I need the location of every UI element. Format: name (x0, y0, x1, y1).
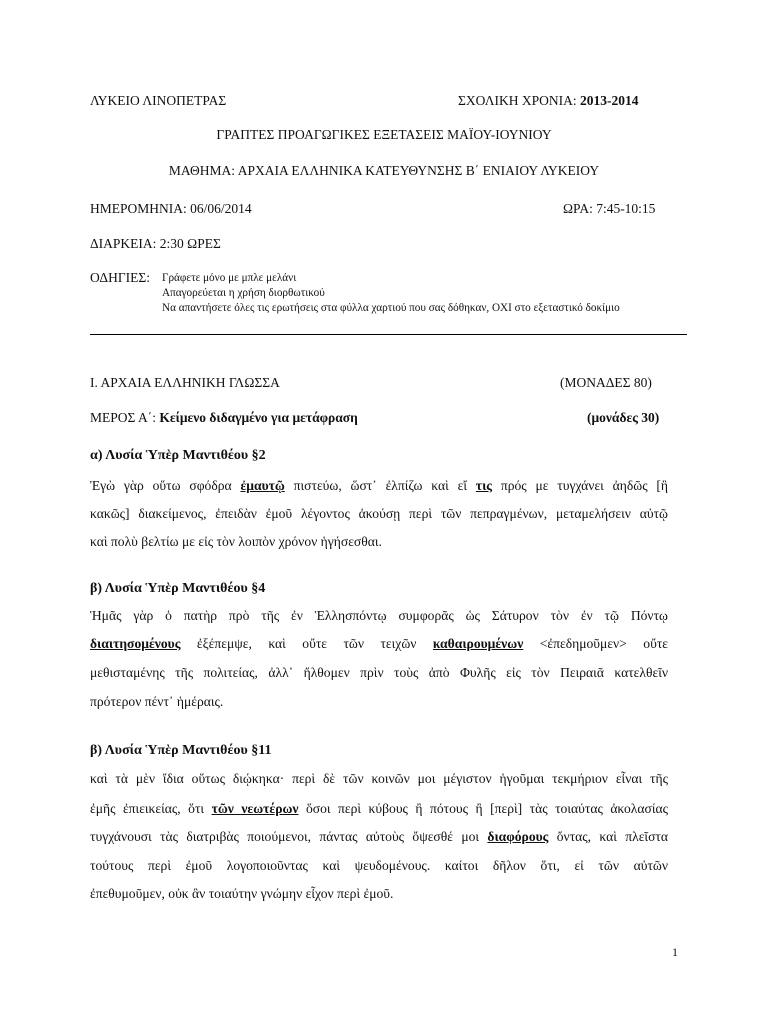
underlined-word: τις (475, 478, 493, 493)
passage-c-line: τούτους περὶ ἐμοῦ λογοποιοῦντας καὶ ψευδομένους. καίτοι δῆλον ὅτι, εἰ τῶν αὐτῶν (90, 858, 668, 873)
school-year-value: 2013-2014 (580, 93, 639, 108)
underlined-word: ἐμαυτῷ (240, 478, 285, 493)
passage-c-line: ἐπεθυμοῦμεν, οὐκ ἂν τοιαύτην γνώμην εἶχον περὶ ἐμοῦ. (90, 886, 394, 901)
underlined-word: τῶν νεωτέρων (211, 801, 299, 816)
subject-line: ΜΑΘΗΜΑ: ΑΡΧΑΙΑ ΕΛΛΗΝΙΚΑ ΚΑΤΕΥΘΥΝΣΗΣ Β΄ ΕΝΙΑΙΟΥ ΛΥΚΕΙΟΥ (168, 163, 600, 178)
instruction-item: Απαγορεύεται η χρήση διορθωτικού (162, 287, 325, 299)
passage-c-line: ἐμῆς ἐπιεικείας, ὅτι τῶν νεωτέρων ὅσοι περὶ κύβους ἢ πότους ἢ [περὶ] τὰς τοιαύτας ἀκολασίας (90, 801, 668, 816)
passage-b-line: πρότερον πέντ᾽ ἡμέραις. (90, 694, 224, 709)
underlined-word: καθαιρουμένων (432, 636, 524, 651)
part-a-heading (90, 410, 358, 426)
header-divider (90, 334, 687, 335)
passage-c-line: τυγχάνουσι τὰς διατριβὰς ποιούμενοι, πάντας αὐτοὺς ὄψεσθέ μοι διαφόρους ὄντας, καὶ πλεῖστα (90, 829, 668, 844)
exam-time: ΩΡΑ: 7:45-10:15 (563, 201, 656, 216)
part-a-marks: (μονάδες 30) (587, 410, 660, 425)
passage-c-line: καὶ τὰ μὲν ἴδια οὕτως διῴκηκα· περὶ δὲ τῶν κοινῶν μοι μέγιστον ἡγοῦμαι τεκμήριον εἶναι τῆς (90, 771, 668, 786)
section-title: Ι. ΑΡΧΑΙΑ ΕΛΛΗΝΙΚΗ ΓΛΩΣΣΑ (90, 375, 280, 390)
school-name: ΛΥΚΕΙΟ ΛΙΝΟΠΕΤΡΑΣ (90, 93, 227, 108)
exam-date: ΗΜΕΡΟΜΗΝΙΑ: 06/06/2014 (90, 201, 252, 216)
instruction-item: Να απαντήσετε όλες τις ερωτήσεις στα φύλλα χαρτιού που σας δόθηκαν, ΟΧΙ στο εξεταστικό δοκίμιο (162, 302, 620, 314)
page-number: 1 (672, 945, 678, 959)
part-a-label: ΜΕΡΟΣ Α΄: (90, 410, 156, 425)
passage-a-line: καὶ πολὺ βελτίω με εἰς τὸν λοιπὸν χρόνον ἡγήσεσθαι. (90, 534, 382, 549)
part-a-title: Κείμενο διδαγμένο για μετάφραση (159, 410, 358, 425)
instruction-item: Γράφετε μόνο με μπλε μελάνι (162, 272, 297, 284)
passage-a-line: Ἐγὼ γὰρ οὕτω σφόδρα ἐμαυτῷ πιστεύω, ὥστ᾽ ἐλπίζω καὶ εἴ τις πρός με τυγχάνει ἀηδῶς [ἢ (90, 478, 669, 493)
exam-duration: ΔΙΑΡΚΕΙΑ: 2:30 ΩΡΕΣ (90, 236, 221, 251)
school-year (458, 93, 639, 109)
section-marks: (ΜΟΝΑΔΕΣ 80) (560, 375, 652, 390)
passage-c-heading: β) Λυσία Ὑπὲρ Μαντιθέου §11 (90, 743, 272, 758)
passage-b-heading: β) Λυσία Ὑπὲρ Μαντιθέου §4 (90, 581, 266, 596)
passage-b-line: διαιτησομένους ἐξέπεμψε, καὶ οὔτε τῶν τειχῶν καθαιρουμένων <ἐπεδημοῦμεν> οὔτε (90, 636, 668, 651)
school-year-label: ΣΧΟΛΙΚΗ ΧΡΟΝΙΑ: (458, 93, 577, 108)
exam-title: ΓΡΑΠΤΕΣ ΠΡΟΑΓΩΓΙΚΕΣ ΕΞΕΤΑΣΕΙΣ ΜΑΪΟΥ-ΙΟΥΝΙΟΥ (216, 127, 552, 142)
passage-a-line: κακῶς] διακείμενος, ἐπειδὰν ἐμοῦ λέγοντος ἀκούσῃ περὶ τῶν πεπραγμένων, μεταμελήσειν αὐτῷ (90, 506, 668, 521)
passage-a-heading: α) Λυσία Ὑπὲρ Μαντιθέου §2 (90, 448, 266, 463)
passage-b-line: μεθισταμένης τῆς πολιτείας, ἀλλ᾽ ἤλθομεν πρὶν τοὺς ἀπὸ Φυλῆς εἰς τὸν Πειραιᾶ κατελθεῖν (90, 665, 668, 680)
underlined-word: διαιτησομένους (90, 636, 181, 651)
instructions-label: ΟΔΗΓΙΕΣ: (90, 270, 150, 285)
underlined-word: διαφόρους (487, 829, 549, 844)
passage-b-line: Ἡμᾶς γὰρ ὁ πατὴρ πρὸ τῆς ἐν Ἑλλησπόντῳ συμφορᾶς ὡς Σάτυρον τὸν ἐν τῷ Πόντῳ (90, 608, 668, 623)
